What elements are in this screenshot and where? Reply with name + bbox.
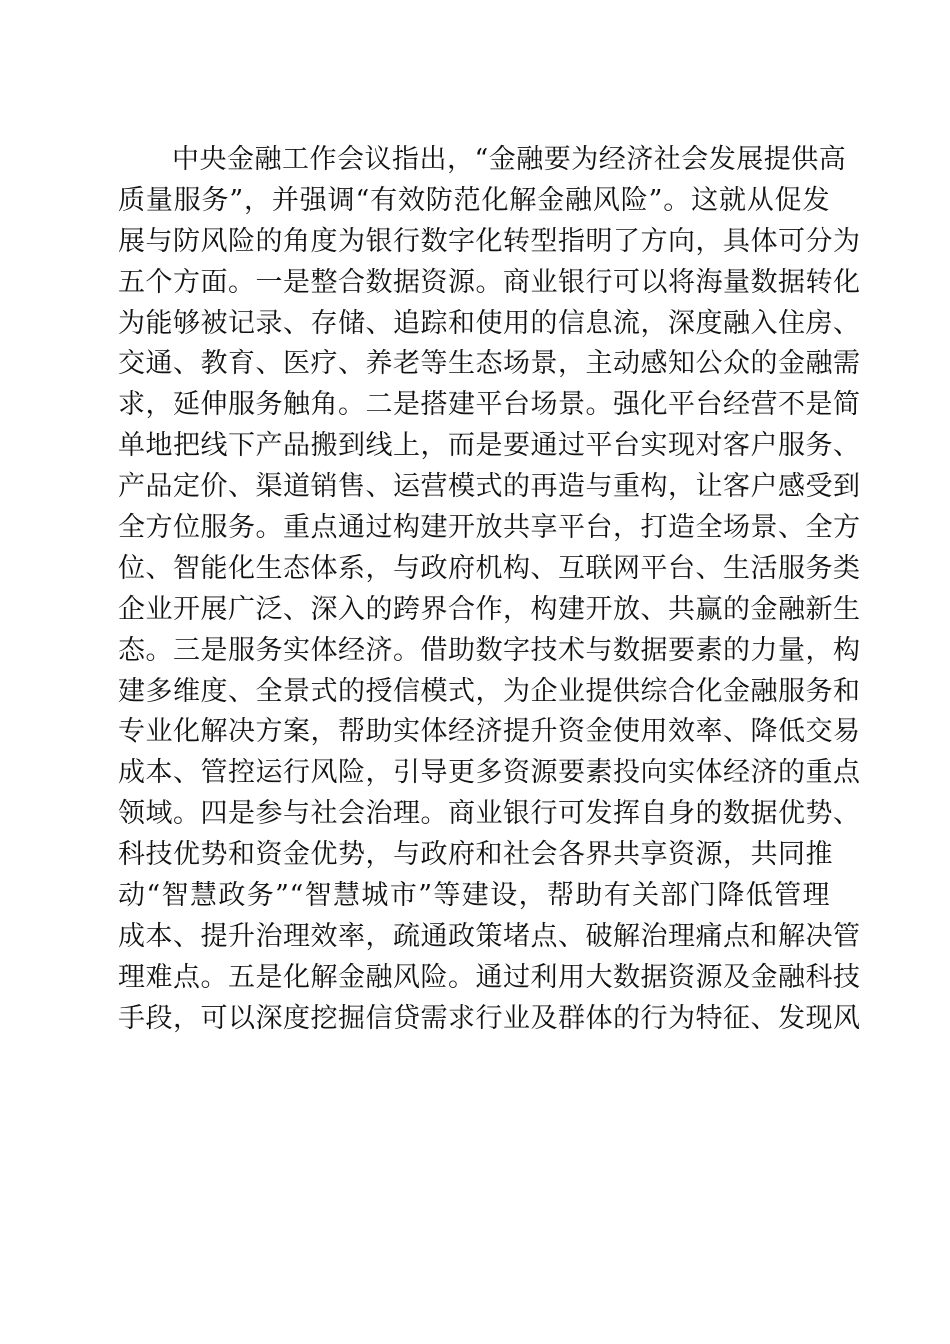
- paragraph-line: 领域。四是参与社会治理。商业银行可发挥自身的数据优势、: [118, 798, 861, 830]
- paragraph-line: 展与防风险的角度为银行数字化转型指明了方向，具体可分为: [118, 225, 861, 257]
- paragraph-line: 单地把线下产品搬到线上，而是要通过平台实现对客户服务、: [118, 430, 861, 462]
- paragraph-line: 科技优势和资金优势，与政府和社会各界共享资源，共同推: [118, 839, 833, 871]
- paragraph-line: 态。三是服务实体经济。借助数字技术与数据要素的力量，构: [118, 634, 861, 666]
- paragraph-line: 五个方面。一是整合数据资源。商业银行可以将海量数据转化: [118, 266, 861, 298]
- paragraph-line: 求，延伸服务触角。二是搭建平台场景。强化平台经营不是简: [118, 389, 861, 421]
- paragraph-line: 交通、教育、医疗、养老等生态场景，主动感知公众的金融需: [118, 348, 861, 380]
- paragraph-line: 理难点。五是化解金融风险。通过利用大数据资源及金融科技: [118, 961, 861, 993]
- paragraph-line: 全方位服务。重点通过构建开放共享平台，打造全场景、全方: [118, 512, 861, 544]
- body-paragraph: [118, 140, 861, 1040]
- paragraph-line: 动“智慧政务”“智慧城市”等建设，帮助有关部门降低管理: [118, 880, 830, 912]
- paragraph-line: 成本、管控运行风险，引导更多资源要素投向实体经济的重点: [118, 757, 861, 789]
- paragraph-line: 质量服务”，并强调“有效防范化解金融风险”。这就从促发: [118, 184, 830, 216]
- paragraph-line: 企业开展广泛、深入的跨界合作，构建开放、共赢的金融新生: [118, 593, 861, 625]
- paragraph-line: 建多维度、全景式的授信模式，为企业提供综合化金融服务和: [118, 675, 861, 707]
- paragraph-line: 专业化解决方案，帮助实体经济提升资金使用效率、降低交易: [118, 716, 861, 748]
- paragraph-line: 为能够被记录、存储、追踪和使用的信息流，深度融入住房、: [118, 307, 861, 339]
- paragraph-line: 手段，可以深度挖掘信贷需求行业及群体的行为特征、发现风: [118, 1002, 861, 1034]
- paragraph-line: 成本、提升治理效率，疏通政策堵点、破解治理痛点和解决管: [118, 920, 861, 952]
- paragraph-line: 中央金融工作会议指出，“金融要为经济社会发展提供高: [172, 144, 847, 175]
- paragraph-line: 产品定价、渠道销售、运营模式的再造与重构，让客户感受到: [118, 471, 861, 503]
- paragraph-line: 位、智能化生态体系，与政府机构、互联网平台、生活服务类: [118, 552, 861, 584]
